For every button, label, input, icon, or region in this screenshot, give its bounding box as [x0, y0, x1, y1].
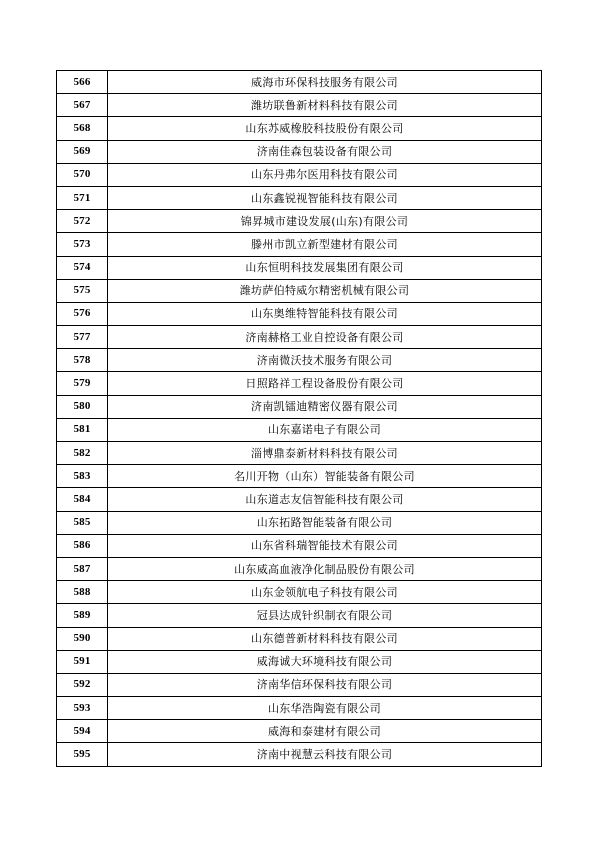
row-number: 569 — [57, 140, 108, 163]
table-row — [57, 349, 542, 372]
row-number: 589 — [57, 604, 108, 627]
row-number: 567 — [57, 94, 108, 117]
company-name: 日照路祥工程设备股份有限公司 — [108, 372, 542, 395]
table-row — [57, 395, 542, 418]
company-name: 淄博鼎泰新材料科技有限公司 — [108, 442, 542, 465]
company-name: 山东华浩陶瓷有限公司 — [108, 697, 542, 720]
company-list-body — [57, 71, 542, 767]
row-number: 588 — [57, 581, 108, 604]
row-number: 577 — [57, 326, 108, 349]
table-row — [57, 186, 542, 209]
table-row — [57, 418, 542, 441]
table-row — [57, 71, 542, 94]
row-number: 581 — [57, 418, 108, 441]
table-row — [57, 488, 542, 511]
company-name: 济南凯镭迪精密仪器有限公司 — [108, 395, 542, 418]
table-row — [57, 326, 542, 349]
row-number: 580 — [57, 395, 108, 418]
table-row — [57, 627, 542, 650]
company-name: 山东威高血液净化制品股份有限公司 — [108, 557, 542, 580]
row-number: 595 — [57, 743, 108, 766]
row-number: 574 — [57, 256, 108, 279]
company-name: 滕州市凯立新型建材有限公司 — [108, 233, 542, 256]
row-number: 570 — [57, 163, 108, 186]
company-name: 潍坊联鲁新材料科技有限公司 — [108, 94, 542, 117]
company-name: 威海诚大环境科技有限公司 — [108, 650, 542, 673]
table-row — [57, 302, 542, 325]
table-row — [57, 465, 542, 488]
company-name: 山东道志友信智能科技有限公司 — [108, 488, 542, 511]
company-name: 济南赫格工业自控设备有限公司 — [108, 326, 542, 349]
table-row — [57, 140, 542, 163]
table-row — [57, 673, 542, 696]
row-number: 578 — [57, 349, 108, 372]
table-row — [57, 372, 542, 395]
row-number: 594 — [57, 720, 108, 743]
company-name: 山东德普新材料科技有限公司 — [108, 627, 542, 650]
company-name: 锦昇城市建设发展(山东)有限公司 — [108, 210, 542, 233]
row-number: 568 — [57, 117, 108, 140]
row-number: 576 — [57, 302, 108, 325]
row-number: 590 — [57, 627, 108, 650]
table-row — [57, 94, 542, 117]
table-row — [57, 743, 542, 766]
company-name: 山东拓路智能装备有限公司 — [108, 511, 542, 534]
table-row — [57, 279, 542, 302]
table-row — [57, 534, 542, 557]
table-row — [57, 117, 542, 140]
company-name: 济南佳森包装设备有限公司 — [108, 140, 542, 163]
company-name: 威海和泰建材有限公司 — [108, 720, 542, 743]
company-name: 山东鑫锐视智能科技有限公司 — [108, 186, 542, 209]
row-number: 583 — [57, 465, 108, 488]
row-number: 571 — [57, 186, 108, 209]
row-number: 593 — [57, 697, 108, 720]
table-row — [57, 256, 542, 279]
row-number: 575 — [57, 279, 108, 302]
company-name: 山东苏威橡胶科技股份有限公司 — [108, 117, 542, 140]
row-number: 592 — [57, 673, 108, 696]
row-number: 584 — [57, 488, 108, 511]
table-row — [57, 442, 542, 465]
row-number: 572 — [57, 210, 108, 233]
table-row — [57, 650, 542, 673]
company-name: 山东丹弗尔医用科技有限公司 — [108, 163, 542, 186]
company-name: 济南微沃技术服务有限公司 — [108, 349, 542, 372]
company-name: 名川开物（山东）智能装备有限公司 — [108, 465, 542, 488]
table-row — [57, 163, 542, 186]
table-row — [57, 557, 542, 580]
company-name: 山东金领航电子科技有限公司 — [108, 581, 542, 604]
row-number: 566 — [57, 71, 108, 94]
table-row — [57, 604, 542, 627]
row-number: 591 — [57, 650, 108, 673]
row-number: 573 — [57, 233, 108, 256]
row-number: 582 — [57, 442, 108, 465]
row-number: 586 — [57, 534, 108, 557]
company-name: 山东省科瑞智能技术有限公司 — [108, 534, 542, 557]
table-row — [57, 233, 542, 256]
company-list-table — [56, 70, 542, 767]
company-name: 山东嘉诺电子有限公司 — [108, 418, 542, 441]
company-name: 济南中视慧云科技有限公司 — [108, 743, 542, 766]
company-name: 济南华信环保科技有限公司 — [108, 673, 542, 696]
company-name: 冠县达成针织制衣有限公司 — [108, 604, 542, 627]
row-number: 579 — [57, 372, 108, 395]
table-row — [57, 210, 542, 233]
company-name: 山东奥维特智能科技有限公司 — [108, 302, 542, 325]
company-name: 威海市环保科技服务有限公司 — [108, 71, 542, 94]
table-row — [57, 720, 542, 743]
table-row — [57, 697, 542, 720]
table-row — [57, 511, 542, 534]
row-number: 587 — [57, 557, 108, 580]
row-number: 585 — [57, 511, 108, 534]
company-name: 山东恒明科技发展集团有限公司 — [108, 256, 542, 279]
table-row — [57, 581, 542, 604]
company-name: 潍坊萨伯特威尔精密机械有限公司 — [108, 279, 542, 302]
